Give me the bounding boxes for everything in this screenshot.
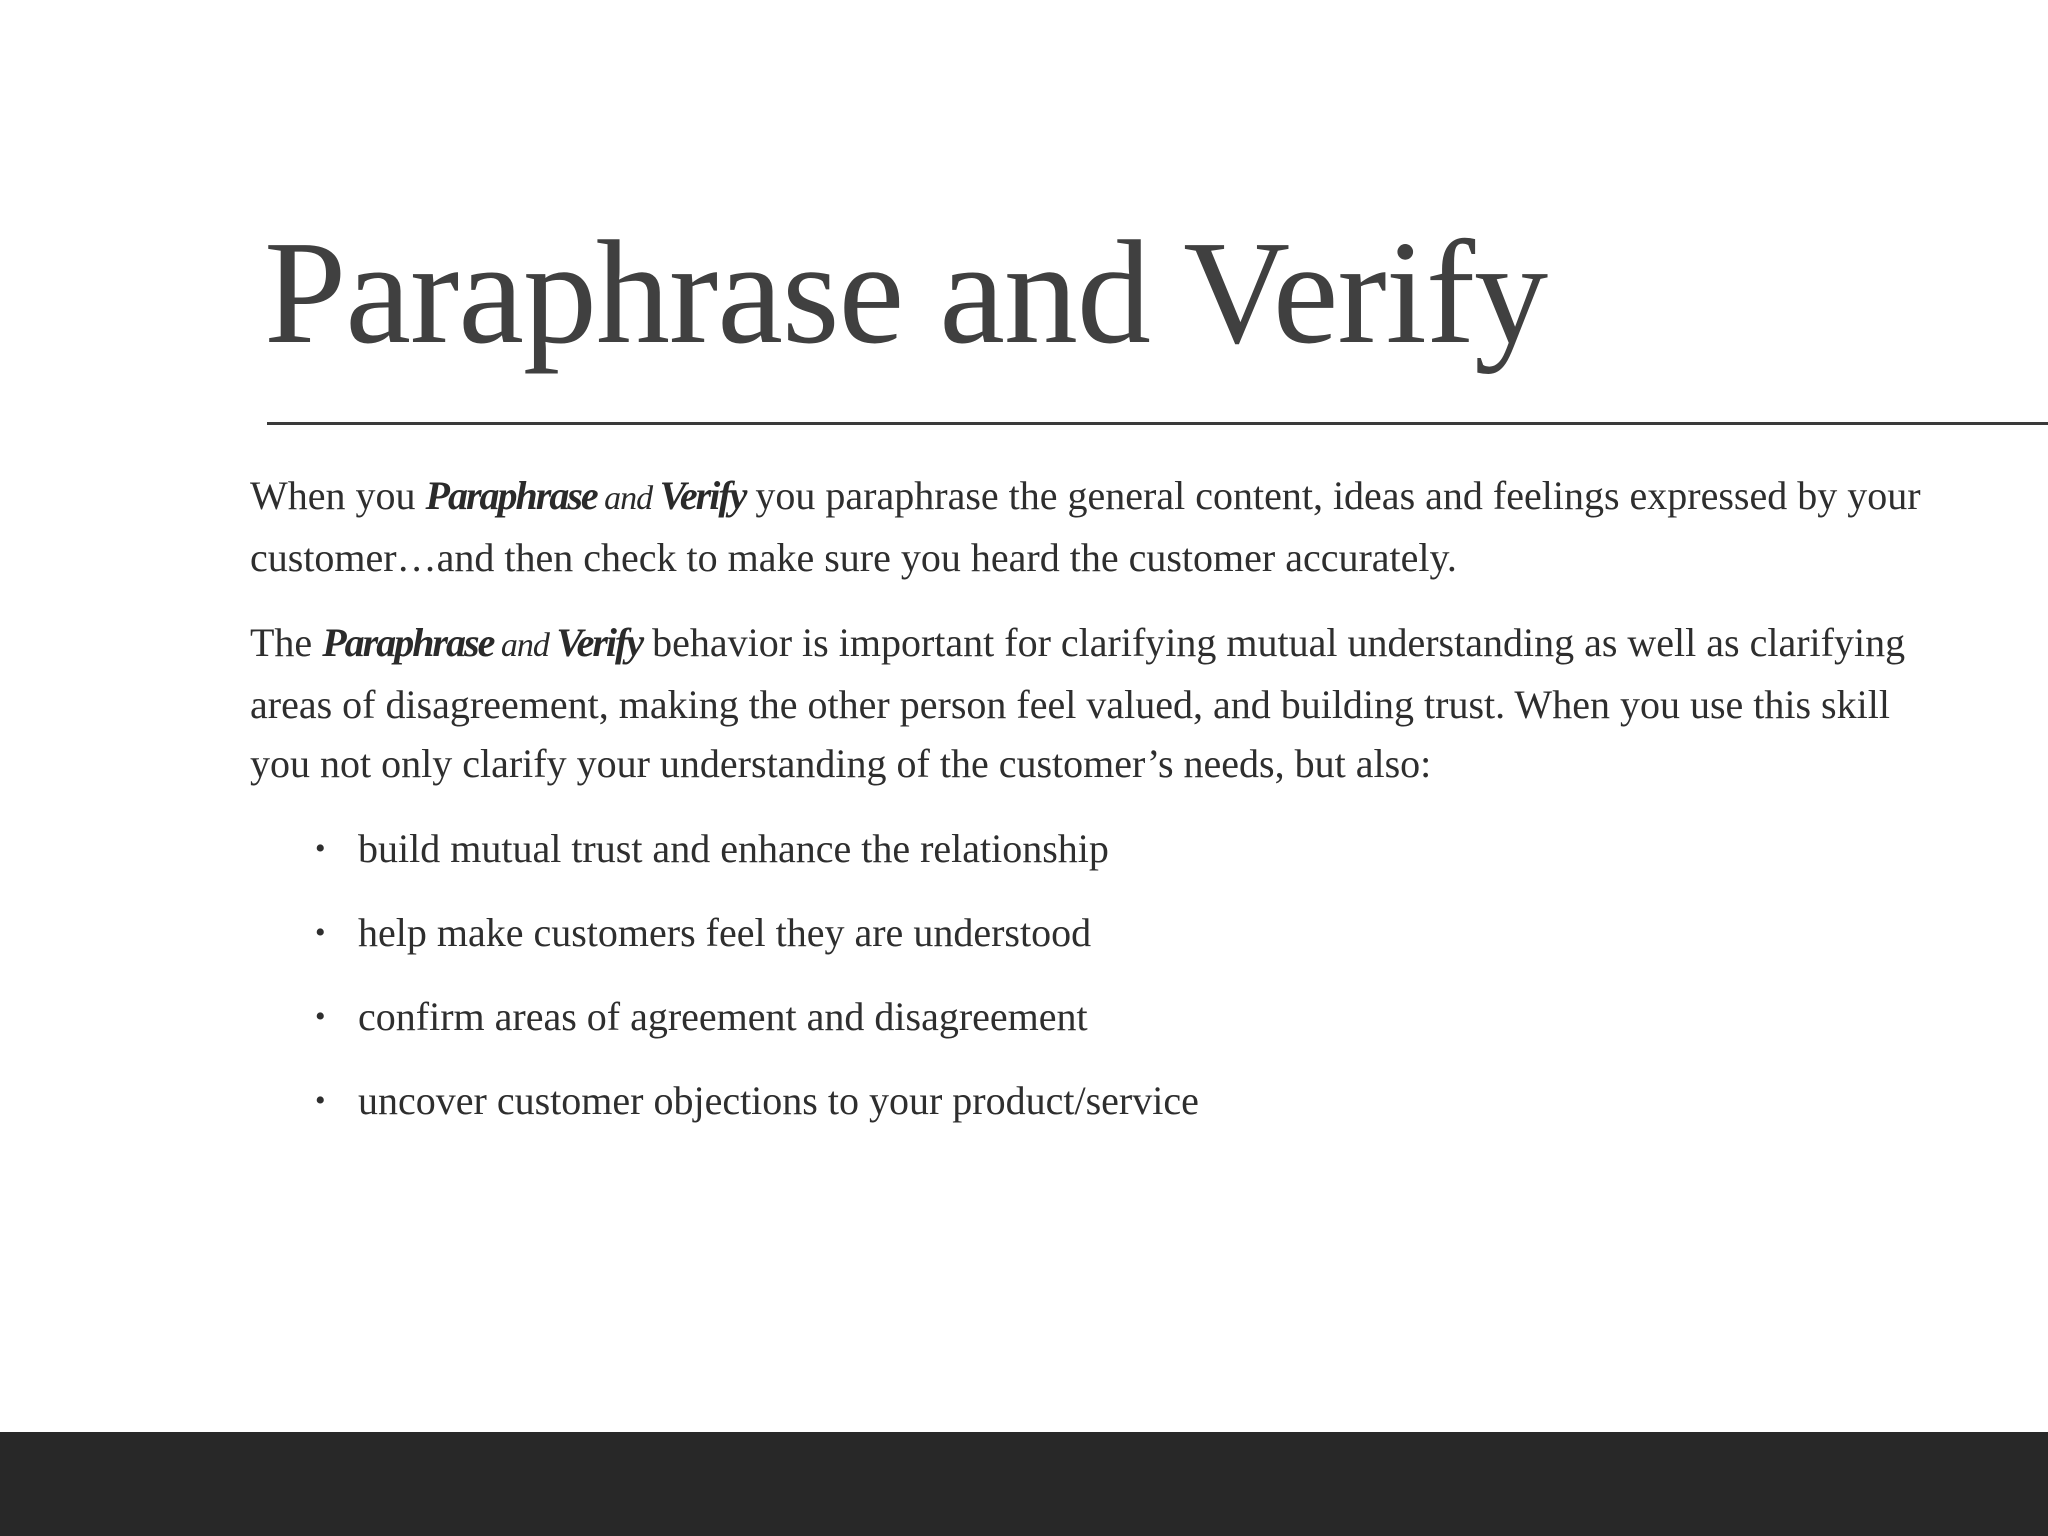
- bullet-icon: •: [315, 916, 326, 949]
- term-and: and: [596, 480, 660, 517]
- term-verify: Verify: [659, 473, 746, 518]
- term-verify: Verify: [556, 620, 643, 665]
- list-item-text: build mutual trust and enhance the relationship: [358, 826, 1109, 871]
- term-paraphrase: Paraphrase: [425, 473, 597, 518]
- term-paraphrase: Paraphrase: [322, 620, 494, 665]
- bullet-icon: •: [315, 1084, 326, 1117]
- slide-body: [250, 466, 1950, 1155]
- list-item: [315, 987, 1950, 1046]
- footer-bar: [0, 1432, 2048, 1536]
- paragraph-text: behavior is important for clarifying mutual understanding as well as clarifying areas of disagreement, making the other person feel valued, and building trust. When you use this skill you not only clarify your understanding of the customer’s needs, but also:: [250, 620, 1906, 786]
- slide-title: Paraphrase and Verify: [264, 211, 1548, 375]
- list-item-text: confirm areas of agreement and disagreement: [358, 994, 1088, 1039]
- term-and: and: [493, 627, 557, 664]
- list-item-text: uncover customer objections to your product/service: [358, 1078, 1199, 1123]
- list-item: [315, 903, 1950, 962]
- paragraph-lead: The: [250, 620, 323, 665]
- list-item: [315, 819, 1950, 878]
- paragraph-importance: [250, 613, 1950, 793]
- title-divider: [267, 422, 2048, 425]
- paragraph-definition: [250, 466, 1950, 587]
- bullet-icon: •: [315, 1000, 326, 1033]
- bullet-icon: •: [315, 832, 326, 865]
- list-item-text: help make customers feel they are understood: [358, 910, 1092, 955]
- list-item: [315, 1071, 1950, 1130]
- paragraph-lead: When you: [250, 473, 426, 518]
- paragraph-text: you paraphrase the general content, ideas and feelings expressed by your customer…and then check to make sure you heard the customer accurately.: [250, 473, 1921, 580]
- benefits-list: [250, 819, 1950, 1130]
